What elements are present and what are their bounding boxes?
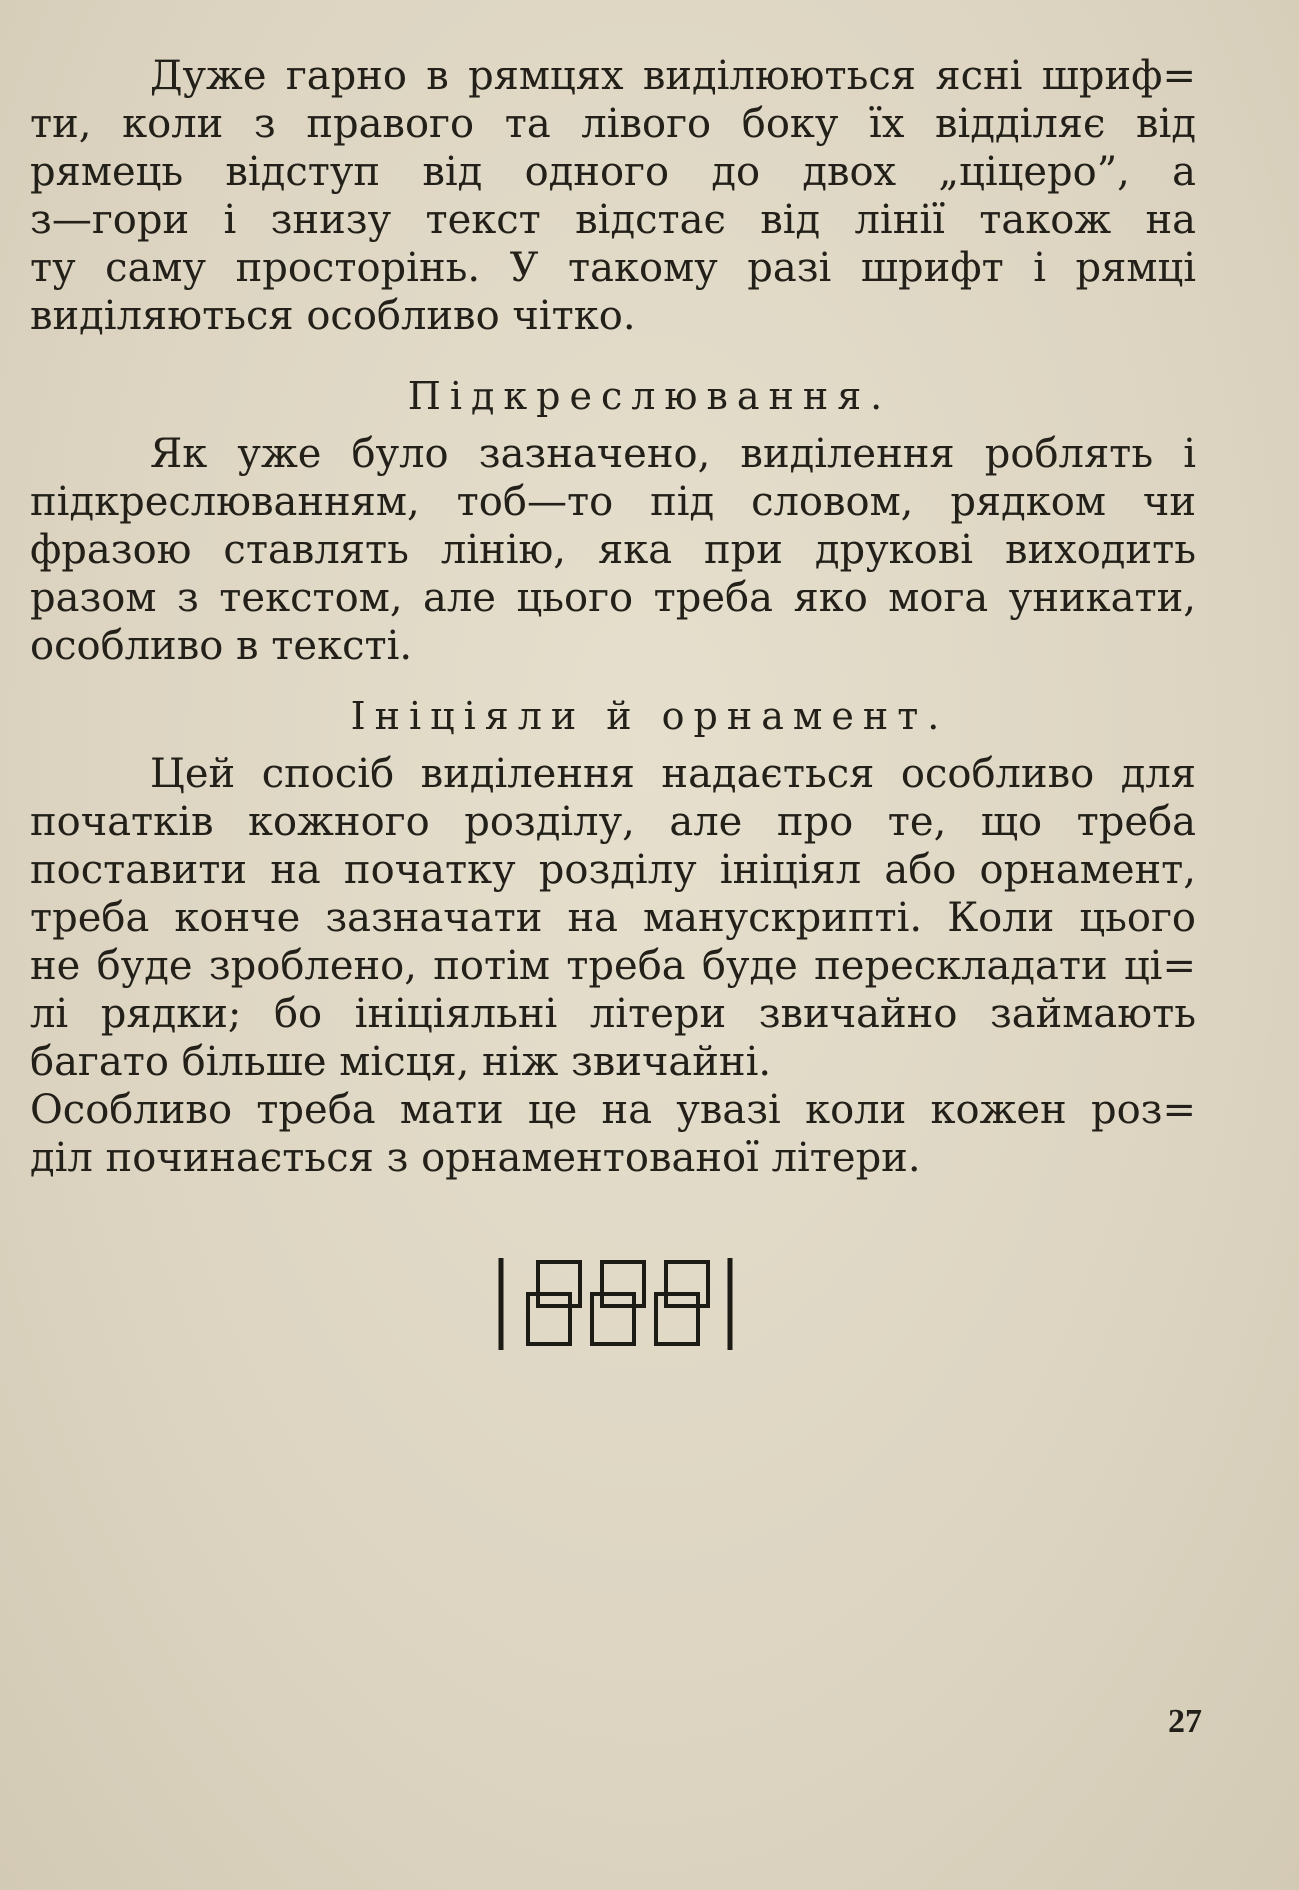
text-line: не буде зроблено, потім треба буде перескладати ці= — [30, 943, 1196, 989]
text-line: фразою ставлять лінію, яка при друкові виходить — [30, 527, 1196, 573]
text-line: особливо в тексті. — [30, 623, 413, 669]
text-line: рямець відступ від одного до двох „ціцеро”, а — [30, 149, 1196, 195]
text-line: ту саму просторінь. У такому разі шрифт і рямці — [30, 245, 1196, 291]
text-line: з—гори і знизу текст відстає від лінії також на — [30, 197, 1196, 243]
text-line: виділяються особливо чітко. — [30, 293, 636, 339]
text-line: треба конче зазначати на манускрипті. Коли цього — [30, 895, 1196, 941]
text-line: ти, коли з правого та лівого боку їх відділяє від — [30, 101, 1196, 147]
text-line: Як уже було зазначено, виділення роблять і — [150, 431, 1196, 477]
text-line: поставити на початку розділу ініціял або орнамент, — [30, 847, 1196, 893]
text-line: підкреслюванням, тоб—то під словом, рядком чи — [30, 479, 1196, 525]
text-line: разом з текстом, але цього треба яко мога уникати, — [30, 575, 1196, 621]
text-line: багато більше місця, ніж звичайні. — [30, 1039, 772, 1085]
page-number: 27 — [1168, 1703, 1202, 1740]
text-line: Дуже гарно в рямцях виділюються ясні шриф= — [150, 53, 1196, 99]
text-line: Цей спосіб виділення надається особливо для — [150, 751, 1196, 797]
text-line: Особливо треба мати це на увазі коли кожен роз= — [30, 1087, 1196, 1133]
text-line: початків кожного розділу, але про те, що треба — [30, 799, 1196, 845]
section-heading-initials: Ініціяли й орнамент. — [350, 694, 949, 738]
text-line: лі рядки; бо ініціяльні літери звичайно займають — [30, 991, 1196, 1037]
section-heading-underlining: Підкреслювання. — [407, 374, 892, 418]
interlocking-squares-ornament-icon — [498, 1252, 734, 1354]
text-line: діл починається з орнаментованої літери. — [30, 1135, 921, 1181]
